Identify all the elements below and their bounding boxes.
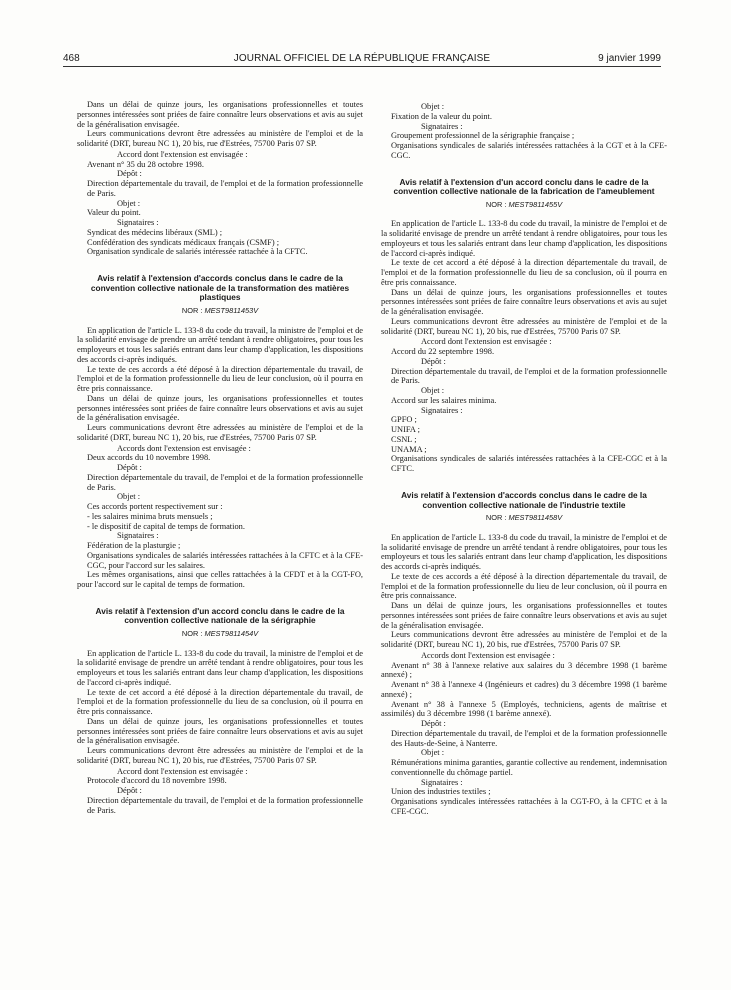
- accord-value: Avenant n° 38 à l'annexe 4 (Ingénieurs et cadres) du 3 décembre 1998 (1 barème annexé) ;: [381, 680, 667, 699]
- nor-reference: NOR : MEST9811458V: [485, 513, 563, 523]
- paragraph: En application de l'article L. 133-8 du code du travail, la ministre de l'emploi et de la solidarité envisage de prendre un arrêté tendant à rendre obligatoires, pour tous les employeurs et tous les salariés entrant dans leur champ d'application, les dispositions de l'accord ci-après indiqué.: [77, 648, 363, 687]
- signataire-item: Organisation syndicale de salariés intéressée rattachée à la CFTC.: [87, 247, 308, 257]
- issue-date: 9 janvier 1999: [598, 53, 661, 64]
- depot-label: Dépôt :: [421, 356, 446, 366]
- objet-value: Fixation de la valeur du point.: [391, 111, 492, 121]
- nor-reference: NOR : MEST9811454V: [181, 628, 259, 638]
- depot-value: Direction départementale du travail, de l'emploi et de la formation professionnelle de Paris.: [87, 179, 363, 198]
- paragraph: Le texte de ces accords a été déposé à la direction départementale du travail, de l'emploi et de la formation professionnelle du lieu de leur conclusion, où il pourra en être pris connaissance.: [381, 571, 667, 601]
- signataire-item: Organisations syndicales intéressées rattachées à la CGT-FO, à la CFTC et à la CFE-CGC.: [391, 797, 667, 816]
- paragraph: Dans un délai de quinze jours, les organisations professionnelles et toutes personnes intéressées sont priées de faire connaître leurs observations et avis au sujet de la généralisation envisagée.: [77, 393, 363, 423]
- paragraph: Dans un délai de quinze jours, les organisations professionnelles et toutes personnes intéressées sont priées de faire connaître leurs observations et avis au sujet de la généralisation envisagée.: [381, 287, 667, 317]
- depot-value: Direction départementale du travail, de l'emploi et de la formation professionnelle de Paris.: [391, 366, 667, 386]
- accord-label: Accord dont l'extension est envisagée :: [421, 337, 552, 347]
- signataires-label: Signataires :: [421, 121, 463, 131]
- signataire-item: GPFO ;: [391, 415, 417, 425]
- nor-reference: NOR : MEST9811455V: [485, 199, 563, 209]
- signataire-item: CSNL ;: [391, 434, 417, 444]
- accord-label: Accord dont l'extension est envisagée :: [117, 149, 248, 159]
- page-number: 468: [63, 53, 80, 64]
- objet-value: Accord sur les salaires minima.: [391, 395, 497, 405]
- right-column: [381, 102, 667, 817]
- signataires-label: Signataires :: [421, 405, 463, 415]
- signataire-item: Organisations syndicales de salariés intéressées rattachées à la CFE-CGC et à la CFTC.: [391, 454, 667, 474]
- paragraph: Leurs communications devront être adressées au ministère de l'emploi et de la solidarité (DRT, bureau NC 1), 20 bis, rue d'Estrées, 75700 Paris 07 SP.: [77, 423, 363, 442]
- paragraph: Leurs communications devront être adressées au ministère de l'emploi et de la solidarité (DRT, bureau NC 1), 20 bis, rue d'Estrées, 75700 Paris 07 SP.: [381, 316, 667, 336]
- objet-value: - le dispositif de capital de temps de formation.: [87, 521, 245, 531]
- notice-title: Avis relatif à l'extension d'accords conclus dans le cadre de la convention collective nationale de la transformation des matières plastiques: [90, 273, 350, 303]
- nor-code: MEST9811453V: [204, 305, 259, 315]
- depot-label: Dépôt :: [117, 463, 142, 473]
- depot-label: Dépôt :: [117, 786, 142, 796]
- paragraph: En application de l'article L. 133-8 du code du travail, la ministre de l'emploi et de la solidarité envisage de prendre un arrêté tendant à rendre obligatoires, pour tous les employeurs et tous les salariés entrant dans leur champ d'application, les dispositions de l'accord ci-après indiqué.: [381, 219, 667, 258]
- objet-label: Objet :: [421, 386, 445, 396]
- notice-title: Avis relatif à l'extension d'un accord conclu dans le cadre de la convention collective nationale de la sérigraphie: [95, 605, 345, 626]
- signataires-label: Signataires :: [421, 777, 463, 787]
- accord-label: Accords dont l'extension est envisagée :: [421, 650, 555, 660]
- signataire-item: UNIFA ;: [391, 425, 420, 435]
- depot-value: Direction départementale du travail, de l'emploi et de la formation professionnelle de Paris.: [87, 795, 363, 815]
- signataires-label: Signataires :: [117, 218, 159, 227]
- paragraph: Leurs communications devront être adressées au ministère de l'emploi et de la solidarité (DRT, bureau NC 1), 20 bis, rue d'Estrées, 75700 Paris 07 SP.: [77, 746, 363, 765]
- depot-value: Direction départementale du travail, de l'emploi et de la formation professionnelle des Hauts-de-Seine, à Nanterre.: [391, 728, 667, 748]
- accord-label: Accords dont l'extension est envisagée :: [117, 443, 251, 453]
- page-header: [63, 53, 661, 67]
- paragraph: Le texte de ces accords a été déposé à la direction départementale du travail, de l'emploi et de la formation professionnelle du lieu de leur conclusion, où il pourra en être pris connaissance.: [77, 364, 363, 394]
- depot-value: Direction départementale du travail, de l'emploi et de la formation professionnelle de Paris.: [87, 472, 363, 492]
- nor-code: MEST9811455V: [508, 199, 563, 209]
- signataire-item: Union des industries textiles ;: [391, 787, 491, 797]
- paragraph: Le texte de cet accord a été déposé à la direction départementale du travail, de l'emploi et de la formation professionnelle du lieu de sa conclusion, où il pourra en être pris connaissance.: [77, 687, 363, 717]
- objet-value: Ces accords portent respectivement sur :: [87, 502, 223, 512]
- left-column: [77, 100, 363, 815]
- accord-label: Accord dont l'extension est envisagée :: [117, 766, 248, 776]
- paragraph: Dans un délai de quinze jours, les organisations professionnelles et toutes personnes intéressées sont priées de faire connaître leurs observations et avis au sujet de la généralisation envisagée.: [77, 100, 363, 129]
- paragraph: Dans un délai de quinze jours, les organisations professionnelles et toutes personnes intéressées sont priées de faire connaître leurs observations et avis au sujet de la généralisation envisagée.: [77, 716, 363, 746]
- signataire-item: Syndicat des médecins libéraux (SML) ;: [87, 227, 223, 237]
- signataire-item: Fédération de la plasturgie ;: [87, 541, 181, 551]
- accord-value: Avenant n° 35 du 28 octobre 1998.: [87, 159, 204, 169]
- signataire-item: Groupement professionnel de la sérigraphie française ;: [391, 131, 575, 141]
- nor-code: MEST9811458V: [508, 513, 563, 523]
- paragraph: Dans un délai de quinze jours, les organisations professionnelles et toutes personnes intéressées sont priées de faire connaître leurs observations et avis au sujet de la généralisation envisagée.: [381, 601, 667, 630]
- accord-value: Avenant n° 38 à l'annexe relative aux salaires du 3 décembre 1998 (1 barème annexé) ;: [381, 660, 667, 680]
- signataire-item: Organisations syndicales de salariés intéressées rattachées à la CGT et à la CFE-CGC.: [391, 141, 667, 160]
- objet-value: - les salaires minima bruts mensuels ;: [87, 511, 213, 521]
- paragraph: Leurs communications devront être adressées au ministère de l'emploi et de la solidarité (DRT, bureau NC 1), 20 bis, rue d'Estrées, 75700 Paris 07 SP.: [381, 630, 667, 650]
- signataire-item: Confédération des syndicats médicaux français (CSMF) ;: [87, 237, 280, 247]
- objet-value: Rémunérations minima garanties, garantie collective au rendement, indemnisation conventionnelle du chômage partiel.: [391, 758, 667, 777]
- accord-value: Deux accords du 10 novembre 1998.: [87, 453, 211, 463]
- nor-code: MEST9811454V: [204, 628, 259, 638]
- accord-value: Avenant n° 38 à l'annexe 5 (Employés, techniciens, agents de maîtrise et assimilés) du 3 décembre 1998 (1 barème annexé).: [381, 699, 667, 719]
- objet-label: Objet :: [421, 748, 445, 758]
- paragraph: Leurs communications devront être adressées au ministère de l'emploi et de la solidarité (DRT, bureau NC 1), 20 bis, rue d'Estrées, 75700 Paris 07 SP.: [77, 129, 363, 148]
- objet-label: Objet :: [117, 492, 141, 502]
- notice-title: Avis relatif à l'extension d'un accord conclu dans le cadre de la convention collective nationale de la fabrication de l'ameublement: [393, 176, 655, 197]
- notice-title: Avis relatif à l'extension d'accords conclus dans le cadre de la convention collective nationale de l'industrie textile: [401, 489, 647, 510]
- header-rule: [63, 66, 661, 67]
- objet-label: Objet :: [117, 198, 141, 208]
- signataire-item: UNAMA ;: [391, 444, 427, 454]
- journal-title: JOURNAL OFFICIEL DE LA RÉPUBLIQUE FRANÇAISE: [233, 53, 491, 64]
- accord-value: Protocole d'accord du 18 novembre 1998.: [87, 776, 227, 786]
- paragraph: En application de l'article L. 133-8 du code du travail, la ministre de l'emploi et de la solidarité envisage de prendre un arrêté tendant à rendre obligatoires, pour tous les employeurs et tous les salariés entrant dans leur champ d'application, les dispositions des accords ci-après indiqués.: [77, 325, 363, 364]
- objet-label: Objet :: [421, 102, 445, 111]
- depot-label: Dépôt :: [421, 719, 446, 729]
- paragraph: Le texte de cet accord a été déposé à la direction départementale du travail, de l'emploi et de la formation professionnelle du lieu de sa conclusion, où il pourra en être pris connaissance.: [381, 258, 667, 287]
- signataires-label: Signataires :: [117, 531, 159, 541]
- depot-label: Dépôt :: [117, 169, 142, 179]
- objet-value: Valeur du point.: [87, 208, 141, 218]
- nor-reference: NOR : MEST9811453V: [181, 305, 259, 315]
- paragraph: Les mêmes organisations, ainsi que celles rattachées à la CFDT et à la CGT-FO, pour l'accord sur le capital de temps de formation.: [77, 570, 363, 590]
- accord-value: Accord du 22 septembre 1998.: [391, 347, 495, 357]
- paragraph: En application de l'article L. 133-8 du code du travail, la ministre de l'emploi et de la solidarité envisage de prendre un arrêté tendant à rendre obligatoires, pour tous les employeurs et tous les salariés entrant dans leur champ d'application, les dispositions des accords ci-après indiqués.: [381, 532, 667, 572]
- signataire-item: Organisations syndicales de salariés intéressées rattachées à la CFTC et à la CFE-CGC, pour l'accord sur les salaires.: [87, 550, 363, 570]
